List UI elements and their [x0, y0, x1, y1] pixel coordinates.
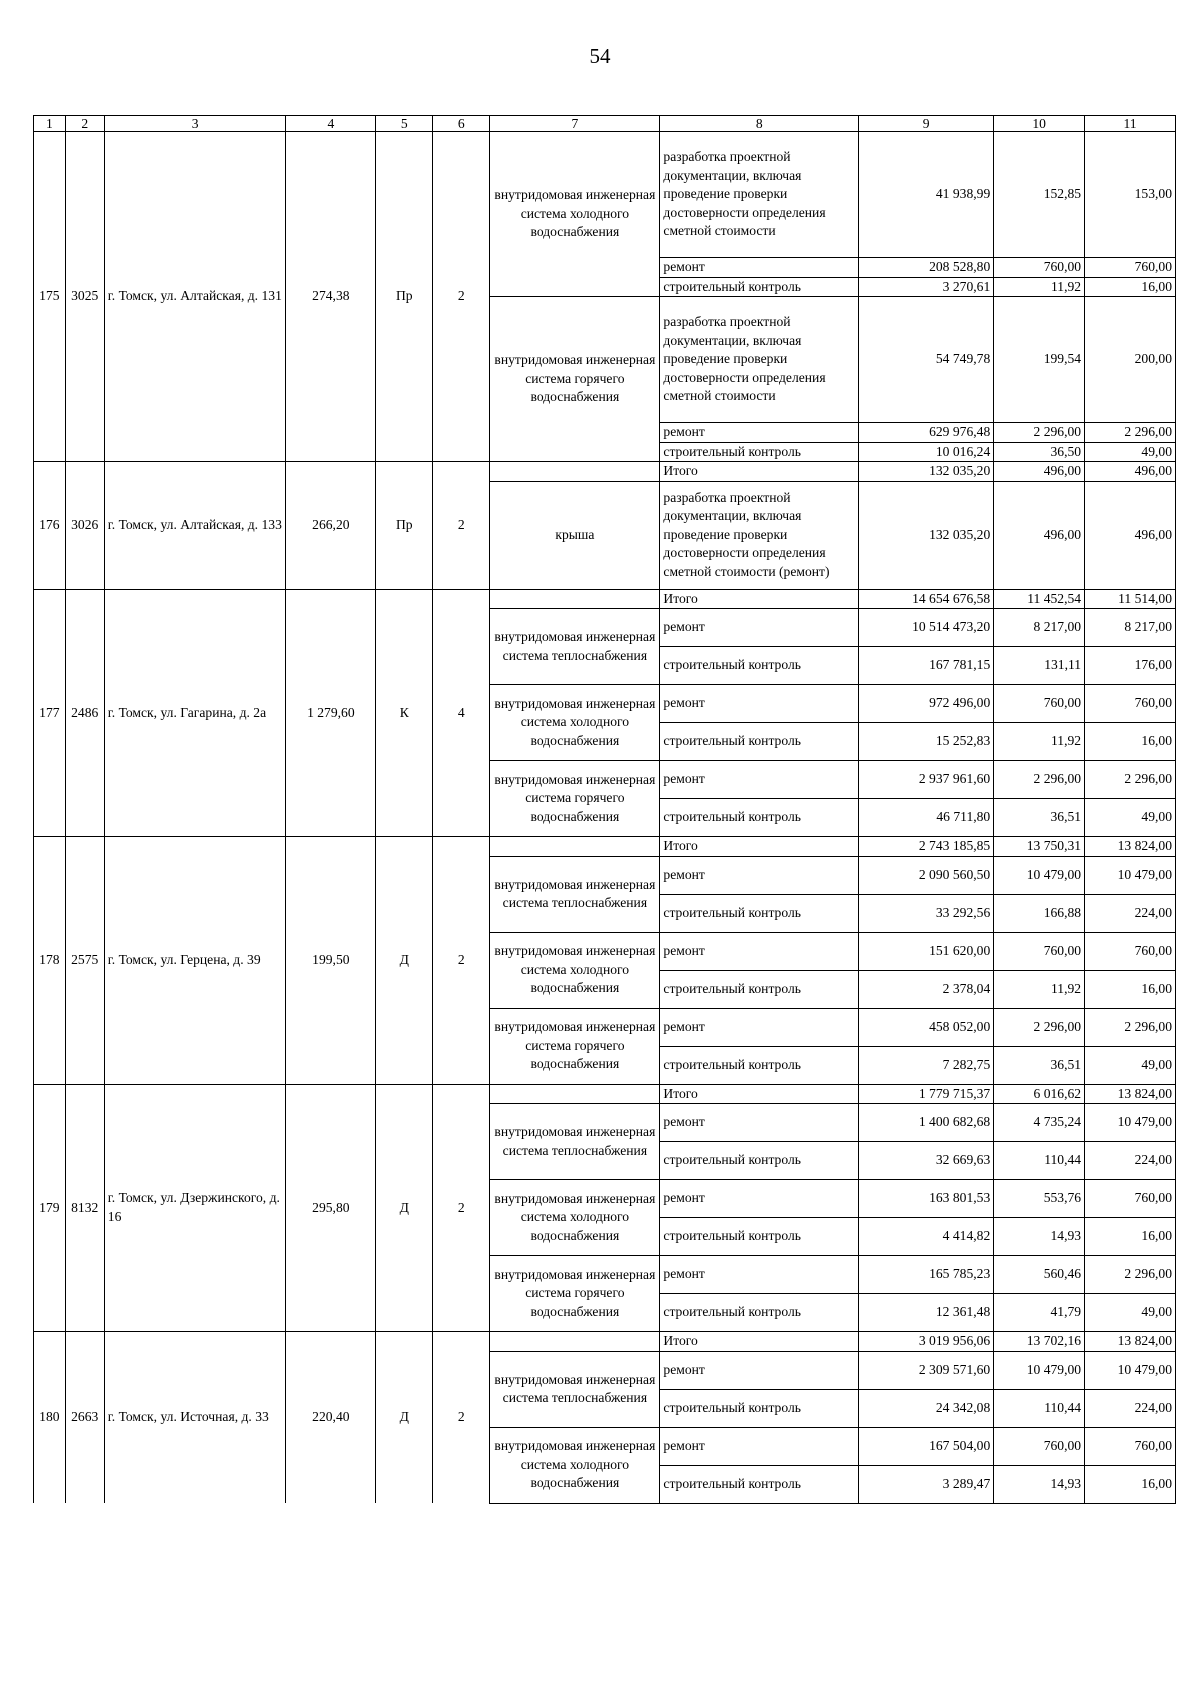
cost-value-11: 496,00	[1085, 481, 1176, 589]
cost-value-10: 36,51	[994, 1046, 1085, 1084]
total-value-11: 11 514,00	[1085, 589, 1176, 609]
cost-value-9: 3 289,47	[859, 1465, 994, 1503]
system-name: внутридомовая инженерная система холодного водоснабжения	[490, 1427, 660, 1503]
total-value-10: 496,00	[994, 462, 1085, 482]
total-value-11: 13 824,00	[1085, 837, 1176, 857]
cost-value-11: 49,00	[1085, 799, 1176, 837]
cost-value-11: 760,00	[1085, 258, 1176, 278]
work-type: ремонт	[660, 932, 859, 970]
cost-value-11: 16,00	[1085, 970, 1176, 1008]
system-name: крыша	[490, 481, 660, 589]
table-row	[34, 1084, 1176, 1104]
total-value-11: 13 824,00	[1085, 1332, 1176, 1352]
cost-value-11: 16,00	[1085, 1218, 1176, 1256]
total-blank-cell	[490, 1332, 660, 1352]
cost-value-10: 496,00	[994, 481, 1085, 589]
house-code: 3025	[65, 132, 104, 462]
cost-value-10: 14,93	[994, 1465, 1085, 1503]
work-type: строительный контроль	[660, 1046, 859, 1084]
house-address: г. Томск, ул. Дзержинского, д. 16	[104, 1084, 286, 1332]
house-floors: 2	[433, 132, 490, 462]
house-code: 2663	[65, 1332, 104, 1504]
system-name: внутридомовая инженерная система горячего водоснабжения	[490, 297, 660, 462]
house-floors: 4	[433, 589, 490, 837]
total-value-11: 13 824,00	[1085, 1084, 1176, 1104]
cost-value-9: 2 937 961,60	[859, 761, 994, 799]
work-type: строительный контроль	[660, 1465, 859, 1503]
cost-value-10: 760,00	[994, 932, 1085, 970]
total-label: Итого	[660, 462, 859, 482]
cost-value-11: 8 217,00	[1085, 609, 1176, 647]
cost-value-9: 32 669,63	[859, 1142, 994, 1180]
column-number-1: 1	[34, 116, 66, 132]
work-type: строительный контроль	[660, 1218, 859, 1256]
house-area: 266,20	[286, 462, 376, 590]
house-area: 199,50	[286, 837, 376, 1085]
system-name: внутридомовая инженерная система холодного водоснабжения	[490, 685, 660, 761]
cost-value-11: 16,00	[1085, 277, 1176, 297]
system-name: внутридомовая инженерная система горячего водоснабжения	[490, 761, 660, 837]
cost-value-9: 10 514 473,20	[859, 609, 994, 647]
cost-value-11: 760,00	[1085, 685, 1176, 723]
cost-value-9: 1 400 682,68	[859, 1104, 994, 1142]
total-value-10: 11 452,54	[994, 589, 1085, 609]
system-name: внутридомовая инженерная система теплоснабжения	[490, 609, 660, 685]
column-number-2: 2	[65, 116, 104, 132]
table-row	[34, 837, 1176, 857]
work-type: ремонт	[660, 856, 859, 894]
table-row	[34, 462, 1176, 482]
work-type: ремонт	[660, 423, 859, 443]
column-number-9: 9	[859, 116, 994, 132]
total-label: Итого	[660, 589, 859, 609]
system-name: внутридомовая инженерная система холодного водоснабжения	[490, 1180, 660, 1256]
cost-value-9: 2 378,04	[859, 970, 994, 1008]
cost-value-11: 760,00	[1085, 1180, 1176, 1218]
work-type: ремонт	[660, 1256, 859, 1294]
house-floors: 2	[433, 1332, 490, 1504]
cost-value-10: 11,92	[994, 970, 1085, 1008]
house-code: 2575	[65, 837, 104, 1085]
work-type: ремонт	[660, 1427, 859, 1465]
cost-value-10: 2 296,00	[994, 423, 1085, 443]
cost-value-9: 167 781,15	[859, 647, 994, 685]
cost-value-9: 163 801,53	[859, 1180, 994, 1218]
work-type: ремонт	[660, 1180, 859, 1218]
cost-value-11: 49,00	[1085, 442, 1176, 462]
work-type: разработка проектной документации, включая проведение проверки достоверности определения сметной стоимости	[660, 297, 859, 423]
system-name: внутридомовая инженерная система теплоснабжения	[490, 1104, 660, 1180]
cost-value-11: 200,00	[1085, 297, 1176, 423]
work-type: ремонт	[660, 1008, 859, 1046]
column-number-4: 4	[286, 116, 376, 132]
cost-value-10: 760,00	[994, 685, 1085, 723]
house-code: 3026	[65, 462, 104, 590]
work-type: строительный контроль	[660, 647, 859, 685]
house-type: Пр	[376, 132, 433, 462]
system-name: внутридомовая инженерная система горячего водоснабжения	[490, 1008, 660, 1084]
cost-value-11: 176,00	[1085, 647, 1176, 685]
system-name: внутридомовая инженерная система теплоснабжения	[490, 856, 660, 932]
cost-value-11: 2 296,00	[1085, 1008, 1176, 1046]
work-type: разработка проектной документации, включая проведение проверки достоверности определения сметной стоимости	[660, 132, 859, 258]
work-type: строительный контроль	[660, 1142, 859, 1180]
cost-value-9: 24 342,08	[859, 1389, 994, 1427]
cost-value-11: 760,00	[1085, 932, 1176, 970]
work-type: строительный контроль	[660, 894, 859, 932]
cost-value-11: 2 296,00	[1085, 761, 1176, 799]
cost-value-10: 2 296,00	[994, 761, 1085, 799]
cost-value-10: 2 296,00	[994, 1008, 1085, 1046]
work-type: ремонт	[660, 685, 859, 723]
cost-value-9: 41 938,99	[859, 132, 994, 258]
cost-value-9: 10 016,24	[859, 442, 994, 462]
work-type: ремонт	[660, 609, 859, 647]
cost-value-10: 36,50	[994, 442, 1085, 462]
house-code: 8132	[65, 1084, 104, 1332]
work-type: строительный контроль	[660, 442, 859, 462]
cost-value-10: 36,51	[994, 799, 1085, 837]
total-blank-cell	[490, 1084, 660, 1104]
cost-value-10: 152,85	[994, 132, 1085, 258]
cost-value-10: 166,88	[994, 894, 1085, 932]
table-row	[34, 589, 1176, 609]
house-floors: 2	[433, 462, 490, 590]
cost-value-10: 110,44	[994, 1389, 1085, 1427]
row-number: 178	[34, 837, 66, 1085]
work-type: ремонт	[660, 258, 859, 278]
total-value-9: 3 019 956,06	[859, 1332, 994, 1352]
cost-value-10: 10 479,00	[994, 1351, 1085, 1389]
work-type: строительный контроль	[660, 799, 859, 837]
cost-value-9: 15 252,83	[859, 723, 994, 761]
system-name: внутридомовая инженерная система горячего водоснабжения	[490, 1256, 660, 1332]
cost-value-10: 110,44	[994, 1142, 1085, 1180]
cost-value-11: 224,00	[1085, 1142, 1176, 1180]
system-name: внутридомовая инженерная система теплоснабжения	[490, 1351, 660, 1427]
total-blank-cell	[490, 837, 660, 857]
cost-value-11: 2 296,00	[1085, 423, 1176, 443]
cost-value-9: 208 528,80	[859, 258, 994, 278]
cost-value-10: 11,92	[994, 723, 1085, 761]
cost-value-9: 46 711,80	[859, 799, 994, 837]
cost-value-10: 199,54	[994, 297, 1085, 423]
page-number: 54	[589, 44, 611, 68]
cost-value-11: 2 296,00	[1085, 1256, 1176, 1294]
cost-value-11: 16,00	[1085, 723, 1176, 761]
row-number: 179	[34, 1084, 66, 1332]
row-number: 176	[34, 462, 66, 590]
cost-value-10: 10 479,00	[994, 856, 1085, 894]
cost-value-9: 629 976,48	[859, 423, 994, 443]
house-address: г. Томск, ул. Герцена, д. 39	[104, 837, 286, 1085]
column-number-7: 7	[490, 116, 660, 132]
house-area: 220,40	[286, 1332, 376, 1504]
total-value-9: 2 743 185,85	[859, 837, 994, 857]
cost-value-10: 560,46	[994, 1256, 1085, 1294]
total-value-10: 6 016,62	[994, 1084, 1085, 1104]
column-number-6: 6	[433, 116, 490, 132]
row-number: 175	[34, 132, 66, 462]
system-name: внутридомовая инженерная система холодного водоснабжения	[490, 932, 660, 1008]
cost-value-11: 224,00	[1085, 1389, 1176, 1427]
cost-value-11: 49,00	[1085, 1046, 1176, 1084]
row-number: 180	[34, 1332, 66, 1504]
cost-value-10: 8 217,00	[994, 609, 1085, 647]
cost-value-11: 10 479,00	[1085, 856, 1176, 894]
cost-value-10: 14,93	[994, 1218, 1085, 1256]
cost-value-11: 10 479,00	[1085, 1104, 1176, 1142]
work-type: строительный контроль	[660, 1294, 859, 1332]
cost-value-9: 167 504,00	[859, 1427, 994, 1465]
capital-repair-table	[33, 115, 1176, 1504]
cost-value-9: 458 052,00	[859, 1008, 994, 1046]
house-area: 274,38	[286, 132, 376, 462]
cost-value-10: 11,92	[994, 277, 1085, 297]
cost-value-9: 33 292,56	[859, 894, 994, 932]
house-type: Д	[376, 1332, 433, 1504]
total-value-9: 132 035,20	[859, 462, 994, 482]
column-number-8: 8	[660, 116, 859, 132]
house-address: г. Томск, ул. Гагарина, д. 2а	[104, 589, 286, 837]
column-number-3: 3	[104, 116, 286, 132]
house-address: г. Томск, ул. Алтайская, д. 131	[104, 132, 286, 462]
total-value-11: 496,00	[1085, 462, 1176, 482]
total-label: Итого	[660, 837, 859, 857]
house-area: 1 279,60	[286, 589, 376, 837]
total-value-10: 13 702,16	[994, 1332, 1085, 1352]
total-label: Итого	[660, 1332, 859, 1352]
total-value-9: 1 779 715,37	[859, 1084, 994, 1104]
cost-value-9: 972 496,00	[859, 685, 994, 723]
column-number-10: 10	[994, 116, 1085, 132]
cost-value-10: 4 735,24	[994, 1104, 1085, 1142]
house-address: г. Томск, ул. Источная, д. 33	[104, 1332, 286, 1504]
total-blank-cell	[490, 462, 660, 482]
work-type: ремонт	[660, 1351, 859, 1389]
house-type: Пр	[376, 462, 433, 590]
work-type: разработка проектной документации, включая проведение проверки достоверности определения сметной стоимости (ремонт)	[660, 481, 859, 589]
cost-value-9: 12 361,48	[859, 1294, 994, 1332]
cost-value-10: 760,00	[994, 1427, 1085, 1465]
house-floors: 2	[433, 837, 490, 1085]
work-type: строительный контроль	[660, 277, 859, 297]
cost-value-11: 224,00	[1085, 894, 1176, 932]
cost-value-9: 54 749,78	[859, 297, 994, 423]
row-number: 177	[34, 589, 66, 837]
cost-value-11: 153,00	[1085, 132, 1176, 258]
total-blank-cell	[490, 589, 660, 609]
cost-value-10: 131,11	[994, 647, 1085, 685]
column-number-5: 5	[376, 116, 433, 132]
total-label: Итого	[660, 1084, 859, 1104]
cost-value-9: 4 414,82	[859, 1218, 994, 1256]
cost-value-9: 7 282,75	[859, 1046, 994, 1084]
work-type: строительный контроль	[660, 723, 859, 761]
house-floors: 2	[433, 1084, 490, 1332]
cost-value-9: 165 785,23	[859, 1256, 994, 1294]
header-row	[34, 116, 1176, 132]
work-type: ремонт	[660, 761, 859, 799]
house-code: 2486	[65, 589, 104, 837]
house-area: 295,80	[286, 1084, 376, 1332]
cost-value-10: 760,00	[994, 258, 1085, 278]
house-address: г. Томск, ул. Алтайская, д. 133	[104, 462, 286, 590]
work-type: ремонт	[660, 1104, 859, 1142]
column-number-11: 11	[1085, 116, 1176, 132]
house-type: Д	[376, 837, 433, 1085]
cost-value-11: 760,00	[1085, 1427, 1176, 1465]
cost-value-9: 3 270,61	[859, 277, 994, 297]
cost-value-9: 132 035,20	[859, 481, 994, 589]
work-type: строительный контроль	[660, 970, 859, 1008]
total-value-10: 13 750,31	[994, 837, 1085, 857]
table-row	[34, 1332, 1176, 1352]
cost-value-9: 2 309 571,60	[859, 1351, 994, 1389]
house-type: К	[376, 589, 433, 837]
cost-value-10: 553,76	[994, 1180, 1085, 1218]
cost-value-11: 16,00	[1085, 1465, 1176, 1503]
house-type: Д	[376, 1084, 433, 1332]
work-type: строительный контроль	[660, 1389, 859, 1427]
cost-value-9: 151 620,00	[859, 932, 994, 970]
system-name: внутридомовая инженерная система холодного водоснабжения	[490, 132, 660, 297]
cost-value-11: 49,00	[1085, 1294, 1176, 1332]
cost-value-10: 41,79	[994, 1294, 1085, 1332]
table-row	[34, 132, 1176, 258]
total-value-9: 14 654 676,58	[859, 589, 994, 609]
cost-value-11: 10 479,00	[1085, 1351, 1176, 1389]
cost-value-9: 2 090 560,50	[859, 856, 994, 894]
